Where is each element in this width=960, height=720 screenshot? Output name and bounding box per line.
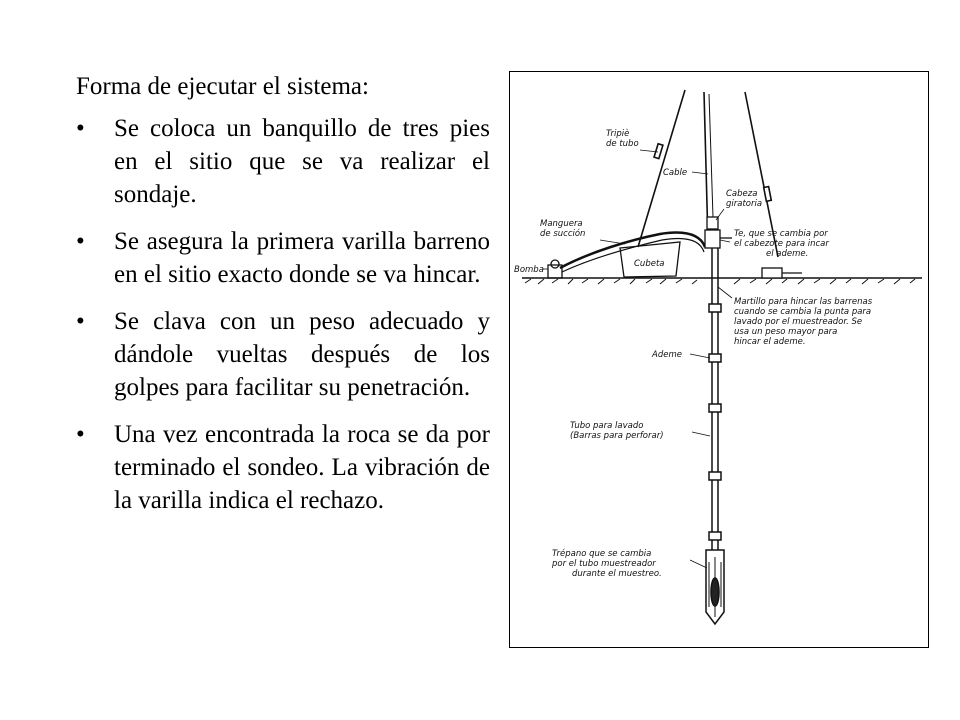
bullet-item (76, 418, 490, 517)
label-hammer: cuando se cambia la punta para (734, 307, 872, 317)
label-bucket: Cubeta (634, 259, 665, 269)
bullet-text: Se coloca un banquillo de tres pies en el sitio que se va realizar el sondaje. (114, 115, 490, 208)
label-hammer: usa un peso mayor para (734, 327, 838, 337)
label-wash-pipe: Tubo para lavado (570, 421, 644, 431)
bullet-item (76, 112, 490, 211)
label-swivel-head: Cabeza (726, 189, 758, 199)
bullet-text: Se asegura la primera varilla barreno en el sitio exacto donde se va hincar. (114, 228, 490, 288)
drilling-diagram (510, 72, 930, 649)
ground-surface (522, 278, 922, 284)
label-tee: Te, que se cambia por (734, 229, 828, 239)
bullet-dot-icon: • (76, 115, 85, 142)
bullet-dot-icon: • (76, 421, 85, 448)
label-wash-pipe: (Barras para perforar) (570, 431, 664, 441)
bullet-list (76, 112, 490, 531)
label-swivel-head: giratoria (726, 199, 763, 209)
label-tee: el cabezote para incar (734, 239, 829, 249)
swivel-head (705, 217, 732, 248)
drill-bit (706, 550, 724, 624)
label-casing: Ademe (652, 350, 682, 360)
drilling-diagram-figure (509, 71, 929, 648)
label-suction-hose: de succión (540, 229, 586, 239)
label-hammer: lavado por el muestreador. Se (734, 317, 863, 327)
bullet-item (76, 225, 490, 291)
slide-heading: Forma de ejecutar el sistema: (76, 73, 369, 100)
label-drill-bit: por el tubo muestreador (552, 559, 656, 569)
label-drill-bit: durante el muestreo. (572, 569, 662, 579)
pump (548, 260, 562, 278)
bullet-item (76, 305, 490, 404)
hammer (762, 268, 802, 278)
label-drill-bit: Trépano que se cambia (552, 549, 652, 559)
cable (709, 94, 713, 217)
bullet-dot-icon: • (76, 308, 85, 335)
bullet-dot-icon: • (76, 228, 85, 255)
label-pump: Bomba (514, 265, 544, 275)
label-hammer: Martillo para hincar las barrenas (734, 297, 873, 307)
label-tripod: Tripiè (606, 129, 630, 139)
leader-lines (542, 150, 732, 568)
label-tee: el ademe. (766, 249, 809, 259)
label-cable: Cable (663, 168, 688, 178)
drill-pipe (709, 248, 721, 550)
label-suction-hose: Manguera (540, 219, 583, 229)
label-hammer: hincar el ademe. (734, 337, 806, 347)
label-tripod: de tubo (606, 139, 639, 149)
bullet-text: Se clava con un peso adecuado y dándole vueltas después de los golpes para facilitar su penetración. (114, 308, 490, 401)
bullet-text: Una vez encontrada la roca se da por terminado el sondeo. La vibración de la varilla indica el rechazo. (114, 421, 490, 514)
